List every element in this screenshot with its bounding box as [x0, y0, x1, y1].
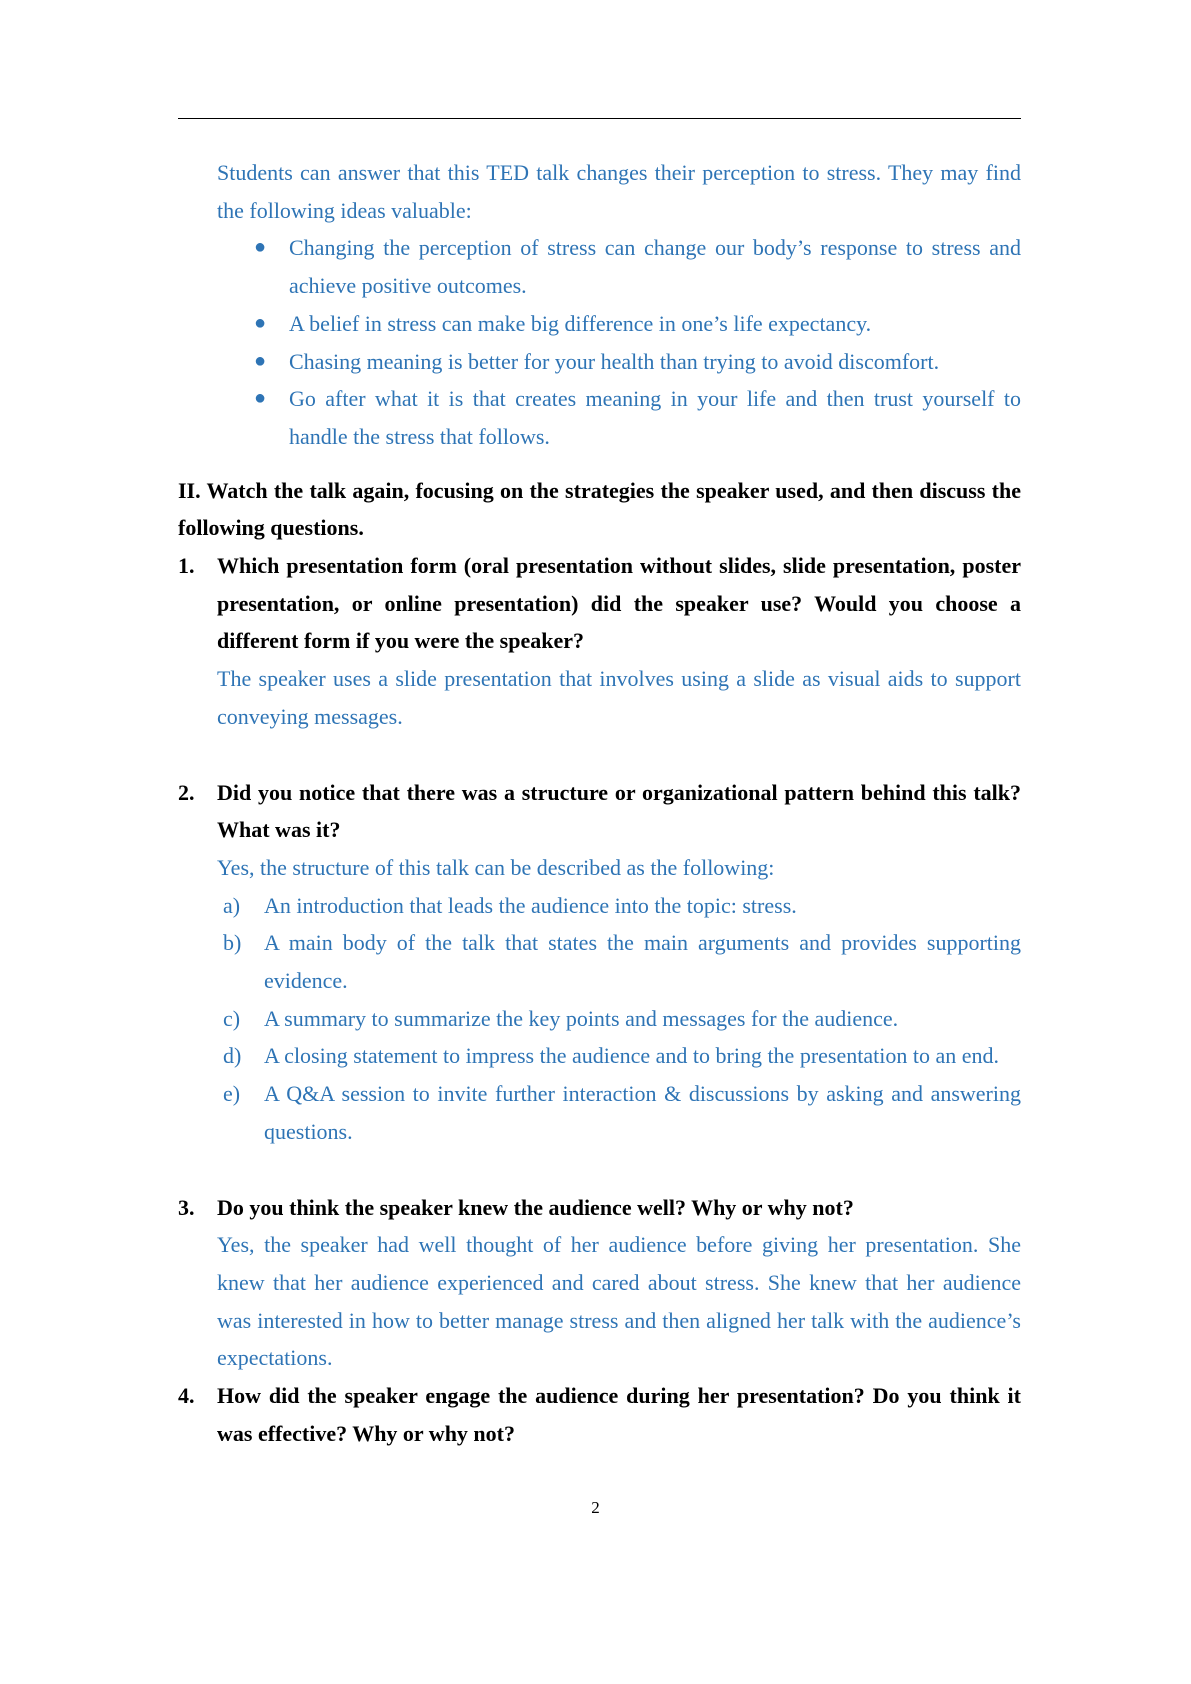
list-marker: b) [223, 930, 242, 956]
question-1 [178, 547, 1021, 736]
bullet-icon: ● [254, 311, 267, 334]
list-item: a) An introduction that leads the audience into the topic: stress. [178, 887, 1021, 925]
question-number: 1. [178, 553, 195, 579]
list-marker: e) [223, 1081, 241, 1107]
structure-list [178, 887, 1021, 1151]
question-number: 3. [178, 1194, 195, 1220]
question-text: How did the speaker engage the audience during her presentation? Do you think it was effective? Why or why not? [217, 1383, 1021, 1446]
answer-text: Yes, the structure of this talk can be described as the following: [217, 854, 775, 880]
list-item: d) A closing statement to impress the audience and to bring the presentation to an end. [178, 1037, 1021, 1075]
list-marker: d) [223, 1043, 242, 1069]
list-item: ● A belief in stress can make big difference in one’s life expectancy. [178, 305, 1021, 343]
header-rule [178, 118, 1021, 119]
answer-text: Yes, the speaker had well thought of her audience before giving her presentation. She knew that her audience experienced and cared about stress. She knew that her audience was interested in how to better manage stress and then aligned her talk with the audience’s expectations. [217, 1232, 1021, 1371]
spacer [178, 1151, 1021, 1189]
list-item: b) A main body of the talk that states the main arguments and provides supporting evidence. [178, 924, 1021, 999]
question-text: Did you notice that there was a structure or organizational pattern behind this talk? What was it? [217, 779, 1021, 843]
bullet-icon: ● [254, 387, 267, 410]
list-marker: c) [223, 1005, 241, 1031]
list-item: e) A Q&A session to invite further interaction & discussions by asking and answering questions. [178, 1075, 1021, 1150]
question-text: Do you think the speaker knew the audience well? Why or why not? [217, 1194, 854, 1220]
list-item: ● Changing the perception of stress can change our body’s response to stress and achieve positive outcomes. [178, 229, 1021, 304]
section-heading: II. Watch the talk again, focusing on the strategies the speaker used, and then discuss the following questions. [178, 477, 1021, 541]
spacer [178, 736, 1021, 774]
page-content [178, 154, 1021, 1453]
list-item: c) A summary to summarize the key points and messages for the audience. [178, 1000, 1021, 1038]
question-4 [178, 1377, 1021, 1452]
question-number: 4. [178, 1383, 195, 1409]
answer-text: The speaker uses a slide presentation that involves using a slide as visual aids to support conveying messages. [217, 666, 1021, 729]
intro-bullet-list [178, 229, 1021, 455]
bullet-icon: ● [254, 236, 267, 259]
list-item: ● Chasing meaning is better for your health than trying to avoid discomfort. [178, 343, 1021, 381]
question-number: 2. [178, 779, 195, 805]
page-number: 2 [591, 1498, 600, 1517]
bullet-icon: ● [254, 349, 267, 372]
question-3 [178, 1189, 1021, 1378]
list-item: ● Go after what it is that creates meaning in your life and then trust yourself to handle the stress that follows. [178, 380, 1021, 455]
question-2 [178, 774, 1021, 887]
list-marker: a) [223, 892, 241, 918]
question-text: Which presentation form (oral presentation without slides, slide presentation, poster presentation, or online presentation) did the speaker use? Would you choose a different form if you were the speaker? [217, 553, 1021, 654]
intro-answer: Students can answer that this TED talk changes their perception to stress. They may find the following ideas valuable: [217, 160, 1021, 223]
